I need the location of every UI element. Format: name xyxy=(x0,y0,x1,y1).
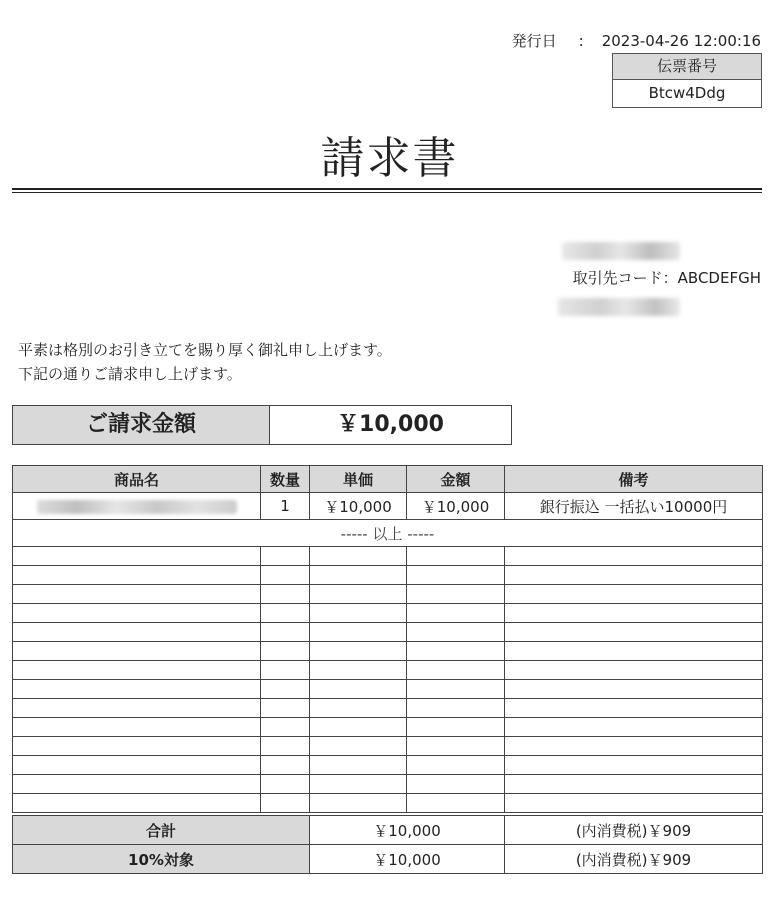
empty-cell xyxy=(310,642,407,661)
empty-row xyxy=(13,775,763,794)
page-title: 請求書 xyxy=(320,133,459,184)
empty-cell xyxy=(407,642,505,661)
empty-cell xyxy=(310,775,407,794)
issue-date-label: 発行日 xyxy=(511,32,557,50)
empty-cell xyxy=(505,566,763,585)
empty-cell xyxy=(407,718,505,737)
empty-cell xyxy=(310,680,407,699)
empty-cell xyxy=(261,566,310,585)
issue-date-value: 2023-04-26 12:00:16 xyxy=(601,32,761,50)
empty-row xyxy=(13,566,763,585)
billing-amount-box xyxy=(12,405,512,445)
empty-cell xyxy=(407,547,505,566)
empty-cell xyxy=(13,737,261,756)
header-amount: 金額 xyxy=(407,466,505,493)
cell-unit-price: ￥10,000 xyxy=(310,493,407,520)
empty-row xyxy=(13,794,763,813)
issue-date-colon: : xyxy=(578,32,584,50)
tax-10-row xyxy=(13,845,763,874)
empty-row xyxy=(13,680,763,699)
empty-cell xyxy=(261,623,310,642)
empty-cell xyxy=(310,737,407,756)
empty-cell xyxy=(310,699,407,718)
empty-cell xyxy=(310,585,407,604)
empty-cell xyxy=(13,756,261,775)
header-quantity: 数量 xyxy=(261,466,310,493)
empty-cell xyxy=(13,604,261,623)
empty-cell xyxy=(310,718,407,737)
greeting-line-2: 下記の通りご請求申し上げます。 xyxy=(18,365,242,383)
empty-cell xyxy=(407,775,505,794)
empty-cell xyxy=(13,661,261,680)
empty-cell xyxy=(505,547,763,566)
empty-row xyxy=(13,623,763,642)
empty-cell xyxy=(310,623,407,642)
redacted-product-name xyxy=(37,500,237,514)
empty-cell xyxy=(13,642,261,661)
empty-cell xyxy=(310,756,407,775)
end-marker-row xyxy=(13,520,763,547)
empty-cell xyxy=(505,756,763,775)
empty-cell xyxy=(261,699,310,718)
empty-cell xyxy=(505,604,763,623)
header-product: 商品名 xyxy=(13,466,261,493)
empty-cell xyxy=(407,737,505,756)
tax-10-amount: ￥10,000 xyxy=(310,845,505,874)
header-unit-price: 単価 xyxy=(310,466,407,493)
empty-cell xyxy=(505,699,763,718)
cell-amount: ￥10,000 xyxy=(407,493,505,520)
empty-cell xyxy=(261,737,310,756)
empty-row xyxy=(13,699,763,718)
empty-cell xyxy=(13,775,261,794)
empty-row xyxy=(13,737,763,756)
table-row xyxy=(13,493,763,520)
empty-cell xyxy=(505,680,763,699)
empty-row xyxy=(13,642,763,661)
cell-product xyxy=(13,493,261,520)
empty-row xyxy=(13,604,763,623)
empty-cell xyxy=(13,794,261,813)
empty-cell xyxy=(407,661,505,680)
empty-cell xyxy=(407,623,505,642)
empty-cell xyxy=(407,680,505,699)
redacted-client-detail xyxy=(558,298,680,316)
client-code: 取引先コード：ABCDEFGH xyxy=(572,269,761,287)
title-divider-thin xyxy=(12,192,762,193)
empty-cell xyxy=(261,585,310,604)
end-marker: ----- 以上 ----- xyxy=(13,520,763,547)
empty-cell xyxy=(13,699,261,718)
billing-amount-label: ご請求金額 xyxy=(13,406,270,444)
empty-cell xyxy=(310,547,407,566)
empty-cell xyxy=(505,642,763,661)
empty-cell xyxy=(261,718,310,737)
empty-cell xyxy=(407,794,505,813)
empty-cell xyxy=(505,737,763,756)
cell-quantity: 1 xyxy=(261,493,310,520)
empty-cell xyxy=(13,680,261,699)
empty-cell xyxy=(407,585,505,604)
greeting-line-1: 平素は格別のお引き立てを賜り厚く御礼申し上げます。 xyxy=(18,341,392,359)
empty-cell xyxy=(310,566,407,585)
empty-cell xyxy=(261,604,310,623)
empty-row xyxy=(13,718,763,737)
slip-number-value: Btcw4Ddg xyxy=(648,84,726,102)
title-divider-thick xyxy=(12,188,762,190)
issue-date-row xyxy=(512,30,761,51)
empty-cell xyxy=(310,604,407,623)
empty-cell xyxy=(261,642,310,661)
empty-cell xyxy=(310,661,407,680)
empty-cell xyxy=(505,775,763,794)
empty-cell xyxy=(310,794,407,813)
empty-cell xyxy=(261,775,310,794)
billing-amount-value: ￥10,000 xyxy=(337,412,444,437)
empty-cell xyxy=(261,794,310,813)
empty-cell xyxy=(13,585,261,604)
total-label: 合計 xyxy=(13,816,310,845)
empty-cell xyxy=(13,718,261,737)
total-amount: ￥10,000 xyxy=(310,816,505,845)
cell-note: 銀行振込 一括払い10000円 xyxy=(505,493,763,520)
empty-cell xyxy=(261,756,310,775)
empty-cell xyxy=(505,718,763,737)
empty-cell xyxy=(407,756,505,775)
empty-cell xyxy=(505,623,763,642)
empty-cell xyxy=(13,547,261,566)
empty-cell xyxy=(13,623,261,642)
items-table xyxy=(12,465,763,813)
totals-table xyxy=(12,815,763,874)
total-row xyxy=(13,816,763,845)
empty-cell xyxy=(505,585,763,604)
empty-cell xyxy=(407,566,505,585)
empty-cell xyxy=(505,661,763,680)
empty-row xyxy=(13,547,763,566)
slip-number-box xyxy=(612,53,762,108)
empty-cell xyxy=(407,604,505,623)
tax-10-label: 10%対象 xyxy=(13,845,310,874)
redacted-client-name xyxy=(562,242,680,260)
total-tax: (内消費税)￥909 xyxy=(505,816,763,845)
empty-cell xyxy=(407,699,505,718)
empty-cell xyxy=(261,661,310,680)
empty-row xyxy=(13,661,763,680)
items-header-row xyxy=(13,466,763,493)
slip-number-label: 伝票番号 xyxy=(613,54,761,80)
empty-row xyxy=(13,585,763,604)
tax-10-tax: (内消費税)￥909 xyxy=(505,845,763,874)
empty-cell xyxy=(505,794,763,813)
empty-cell xyxy=(13,566,261,585)
empty-row xyxy=(13,756,763,775)
empty-cell xyxy=(261,680,310,699)
header-note: 備考 xyxy=(505,466,763,493)
empty-cell xyxy=(261,547,310,566)
